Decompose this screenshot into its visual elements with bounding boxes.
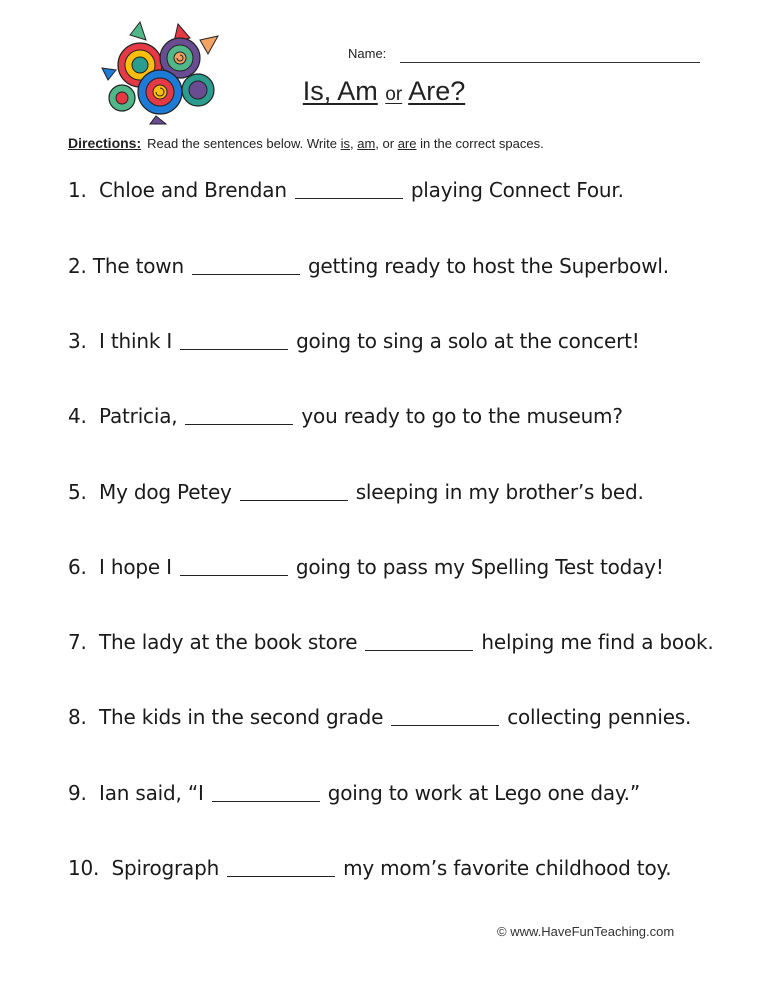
sentence-before: Spirograph [111, 856, 220, 880]
sentence-before: The town [92, 254, 184, 278]
answer-blank[interactable] [365, 650, 473, 651]
answer-blank[interactable] [180, 575, 288, 576]
sentence-after: my mom’s favorite childhood toy. [343, 856, 672, 880]
sentence-after: sleeping in my brother’s bed. [355, 480, 644, 504]
sentence-number: 8. [68, 705, 87, 729]
sentence-number: 7. [68, 630, 87, 654]
sentence-before: I hope I [99, 555, 172, 579]
sentence-before: My dog Petey [99, 480, 232, 504]
directions-comma: , [349, 136, 354, 151]
answer-blank[interactable] [227, 876, 335, 877]
sentence-before: The lady at the book store [99, 630, 358, 654]
sentence-item [68, 404, 623, 438]
word-are: are [397, 136, 417, 151]
answer-blank[interactable] [240, 500, 348, 501]
title-part-2: Are? [408, 76, 466, 106]
sentence-item [68, 705, 691, 739]
sentence-item [68, 856, 671, 890]
directions-label: Directions: [68, 135, 142, 151]
answer-blank[interactable] [185, 424, 293, 425]
title-part-1: Is, Am [302, 76, 378, 106]
sentence-after: collecting pennies. [507, 705, 692, 729]
copyright-footer: © www.HaveFunTeaching.com [497, 924, 675, 939]
spiral-art-logo-icon [100, 20, 224, 126]
word-am: am [357, 136, 376, 151]
directions-text-1: Read the sentences below. Write [147, 136, 337, 151]
sentence-after: going to work at Lego one day.” [327, 781, 640, 805]
sentence-after: helping me find a book. [481, 630, 714, 654]
sentence-item [68, 480, 644, 514]
sentence-before: Ian said, “I [99, 781, 204, 805]
directions-text-2: , or [375, 136, 395, 151]
sentence-before: I think I [99, 329, 173, 353]
sentence-number: 2. [68, 254, 87, 278]
sentence-after: playing Connect Four. [410, 178, 624, 202]
answer-blank[interactable] [391, 725, 499, 726]
sentence-item [68, 630, 714, 664]
word-is: is [340, 136, 350, 151]
sentence-item [68, 781, 640, 815]
answer-blank[interactable] [180, 349, 288, 350]
sentence-number: 1. [68, 178, 87, 202]
sentence-after: going to sing a solo at the concert! [296, 329, 640, 353]
sentence-after: getting ready to host the Superbowl. [307, 254, 669, 278]
sentence-number: 9. [68, 781, 87, 805]
title-or: or [385, 84, 403, 105]
sentence-item [68, 254, 669, 288]
answer-blank[interactable] [212, 801, 320, 802]
sentence-item [68, 555, 664, 589]
name-field-line[interactable] [400, 62, 700, 63]
worksheet-title [0, 76, 768, 107]
sentence-item [68, 178, 624, 212]
sentence-before: Patricia, [99, 404, 178, 428]
sentence-number: 4. [68, 404, 87, 428]
sentence-number: 6. [68, 555, 87, 579]
name-label: Name: [348, 46, 387, 61]
sentence-number: 5. [68, 480, 87, 504]
sentence-item [68, 329, 640, 363]
directions-text-3: in the correct spaces. [420, 136, 544, 151]
sentence-before: Chloe and Brendan [99, 178, 287, 202]
sentence-after: you ready to go to the museum? [301, 404, 623, 428]
sentence-number: 10. [68, 856, 100, 880]
answer-blank[interactable] [192, 274, 300, 275]
answer-blank[interactable] [295, 198, 403, 199]
sentence-before: The kids in the second grade [99, 705, 384, 729]
sentence-number: 3. [68, 329, 87, 353]
directions [68, 135, 544, 151]
sentence-after: going to pass my Spelling Test today! [295, 555, 664, 579]
